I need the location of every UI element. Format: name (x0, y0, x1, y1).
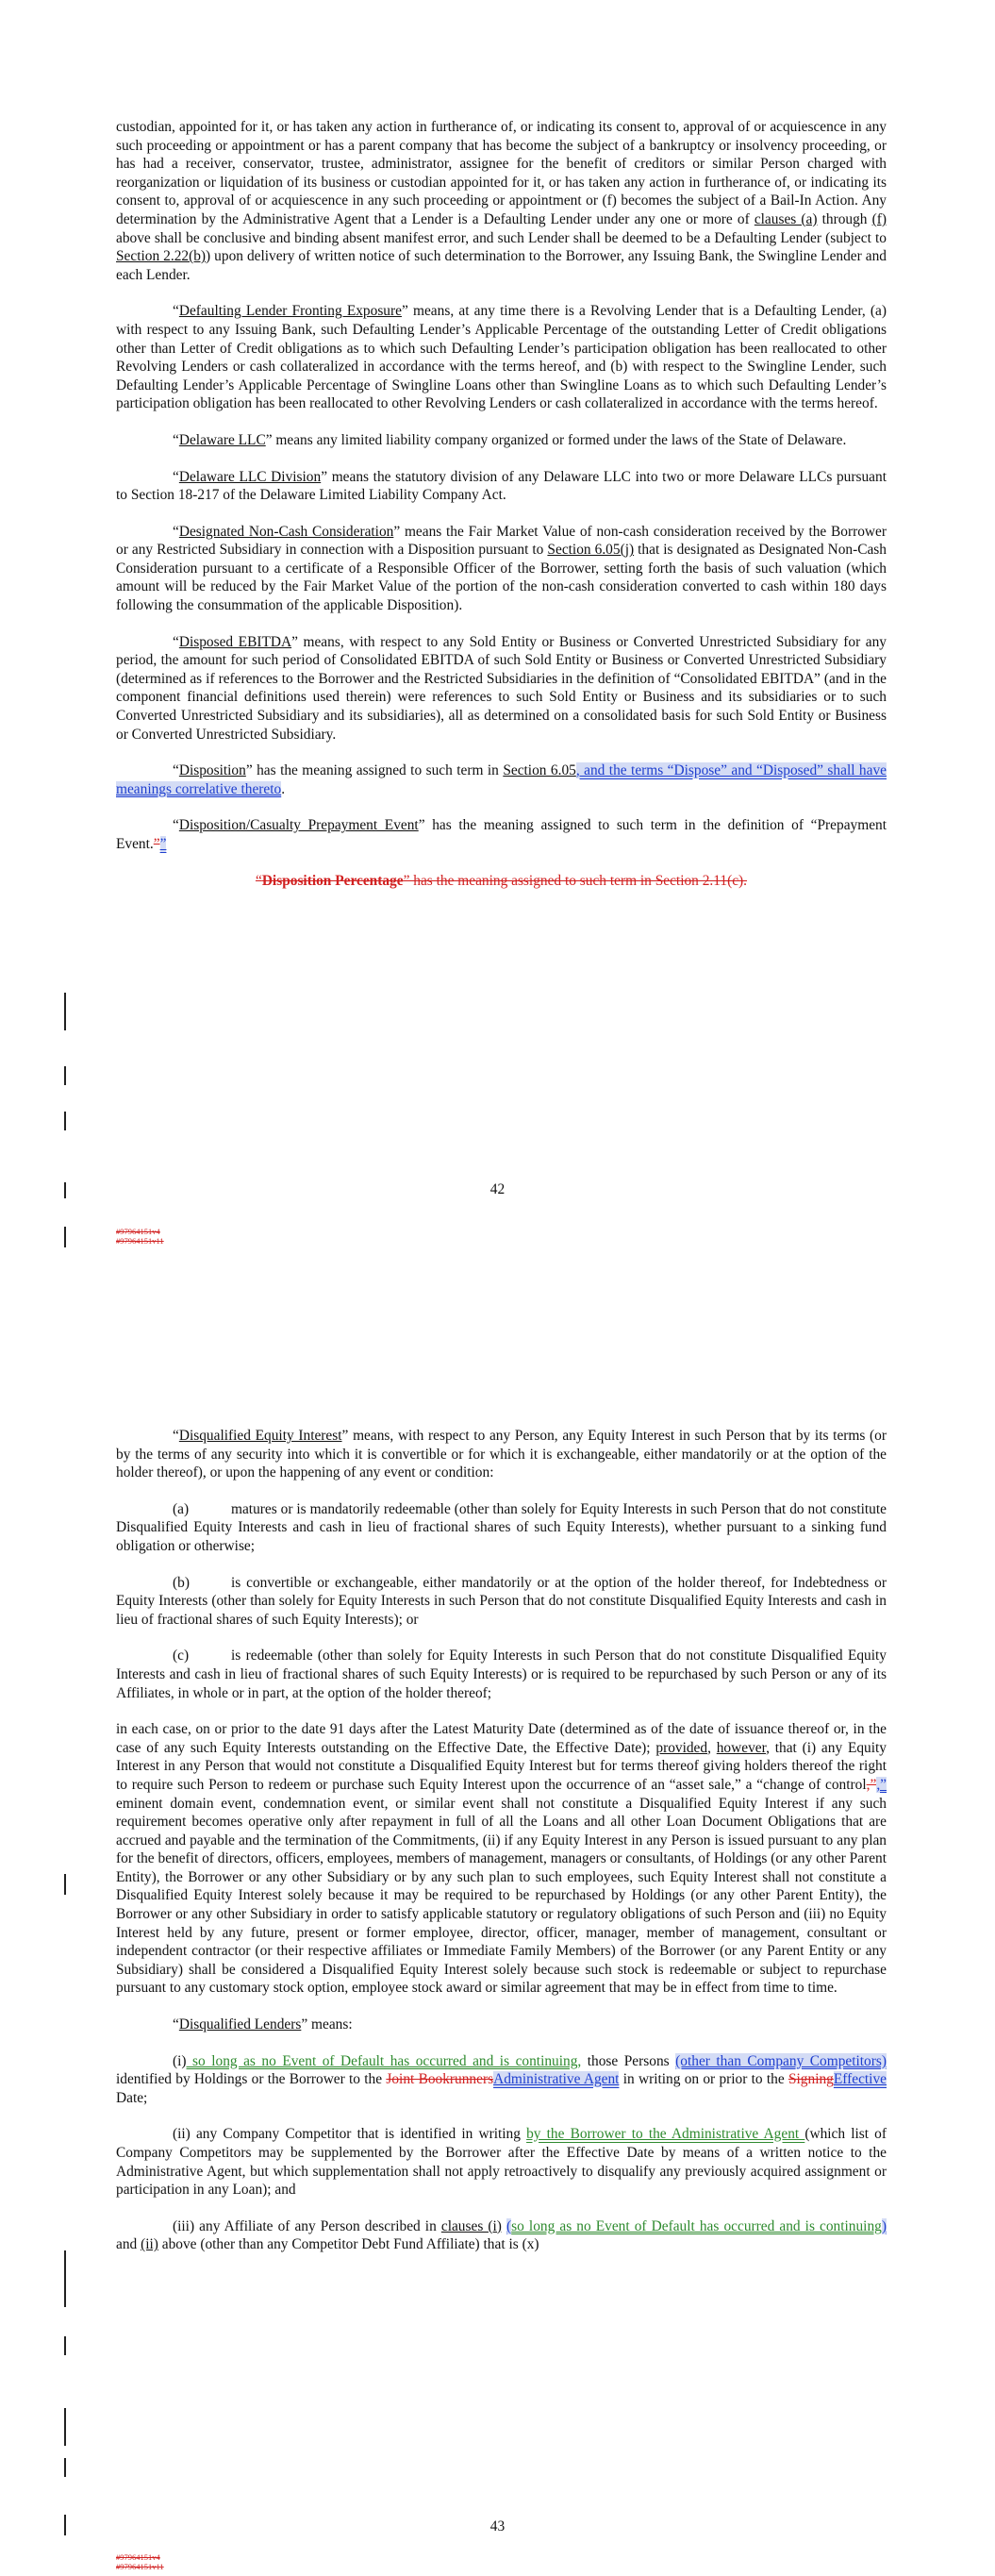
document-id-old: #97964151v4 (116, 1227, 160, 1236)
change-bar (64, 993, 66, 1030)
defined-term: Designated Non-Cash Consideration (178, 523, 394, 540)
definition-disposition-casualty-prepayment-event: “Disposition/Casualty Prepayment Event” has the meaning assigned to such term in the definition of “Prepayment Event.”” (116, 817, 887, 852)
definition-disposed-ebitda: “Disposed EBITDA” means, with respect to any Sold Entity or Business or Converted Unrestricted Subsidiary for any period, the amount for such period of Consolidated EBITDA of such Sold Entity or Business or Converted Unrestricted Subsidiary (determined as if references to the Borrower and the Restricted Subsidiaries in the definition of “Consolidated EBITDA” (and in the component financial definitions used therein) were references to such Sold Entity or Business and its subsidiaries or to such Converted Unrestricted Subsidiary and its subsidiaries), all as determined on a consolidated basis for such Sold Entity or Business or Converted Unrestricted Subsidiary. (116, 633, 887, 743)
defined-term: Delaware LLC Division (178, 468, 322, 485)
clause-text: is convertible or exchangeable, either mandatorily or at the option of the holder thereof, for Indebtedness or Equity Interests (other than solely for Equity Interests in such Person that do not constitute Disqualified Equity Interests and cash in lieu of fractional shares of such Equity Interests); or (116, 1574, 887, 1628)
definition-text: . (281, 780, 286, 797)
change-bar (64, 2250, 66, 2307)
text-run: , (707, 1739, 717, 1756)
definition-text: means, at any time there is a Revolving Lender that is a Defaulting Lender, (a) with respect to any Issuing Bank, such Defaulting Lender’s Applicable Percentage of the outstanding Letter of Credit obligations other than Letter of Credit obligations as to which such Defaulting Lender’s participation obligation has been reallocated to other Revolving Lenders or cash collateralized in accordance with the terms hereof, and (b) with respect to the Swingline Lender, such Defaulting Lender’s Applicable Percentage of Swingline Loans other than Swingline Loans as to which such Defaulting Lender’s participation obligation has been reallocated to other Revolving Lenders or cash collateralized in accordance with the terms hereof. (116, 303, 887, 412)
defaulting-lender-continuation (116, 118, 887, 284)
clause-text: Date; (116, 2089, 148, 2106)
moved-text: by the Borrower to the Administrative Agent (526, 2126, 805, 2143)
clause-c (116, 1647, 887, 1702)
text-run: through (817, 210, 872, 227)
inserted-text: ) (881, 2217, 887, 2234)
text-run: above shall be conclusive and binding absent manifest error, and such Lender shall be deemed to be a Defaulting Lender (subject to (116, 229, 887, 246)
defined-term: Delaware LLC (178, 431, 266, 448)
deleted-defined-term: Disposition Percentage (261, 872, 404, 889)
clause-text: in writing on or prior to the (619, 2071, 788, 2088)
definition-disposition: “Disposition” has the meaning assigned to such term in Section 6.05, and the terms “Dispose” and “Disposed” shall have meanings correlative thereto. (116, 762, 887, 797)
deleted-text: Signing (788, 2071, 834, 2088)
definition-text: means, with respect to any Person, any Equity Interest in such Person that by its terms (or by the terms of any security into which it is convertible or for which it is exchangeable, either mandatorily or at the option of the holder thereof), or upon the happening of any event or condition: (116, 1428, 887, 1481)
page-body (116, 1427, 887, 2272)
definition-delaware-llc-division: “Delaware LLC Division” means the statutory division of any Delaware LLC into two or more Delaware LLCs pursuant to Section 18-217 of the Delaware Limited Liability Company Act. (116, 468, 887, 504)
document-id-old: #97964151v4 (116, 2552, 160, 2562)
text-run: custodian, appointed for it, or has taken any action in furtherance of, or indicating its consent to, approval of or acquiescence in any such proceeding or appointment or has a parent company that has become the subject of a bankruptcy or insolvency proceeding, or has had a receiver, conservator, trustee, administrator, assignee for the benefit of creditors or similar Person charged with reorganization or liquidation of its business or custodian appointed for it, or has taken any action in furtherance of, or indicating its consent to, approval of or acquiescence in any such proceeding or appointment or (f) becomes the subject of a Bail-In Action. Any determination by the Administrative Agent that a Lender is a Defaulting Lender under any one or more of (116, 119, 887, 227)
defined-term: Defaulting Lender Fronting Exposure (178, 303, 402, 320)
definition-text: means any limited liability company organized or formed under the laws of the State of Delaware. (272, 431, 847, 448)
cross-reference: (f) (871, 210, 887, 227)
change-bar (64, 1066, 66, 1085)
clause-text: above (other than any Competitor Debt Fund Affiliate) that is (x) (158, 2236, 539, 2253)
inserted-text: ( (506, 2217, 512, 2234)
disqualified-equity-interest-tail (116, 1720, 887, 1998)
change-bar (64, 1112, 66, 1130)
clause-label: (c) (173, 1648, 190, 1664)
proviso-term: provided (655, 1739, 708, 1756)
defined-term: Disposition (178, 762, 246, 779)
clause-label: (a) (173, 1500, 190, 1517)
defined-term: Disqualified Lenders (178, 2016, 302, 2033)
deleted-text: “ (255, 872, 262, 889)
document-id-new: #97964151v11 (116, 2562, 164, 2571)
definition-text: means: (307, 2016, 353, 2033)
inserted-text: ” (159, 836, 167, 852)
inserted-text: (other than Company Competitors) (675, 2052, 887, 2069)
moved-text: so long as no Event of Default has occurred and is continuing (511, 2217, 882, 2234)
clause-label: (iii) (173, 2217, 195, 2234)
clause-text: any Affiliate of any Person described in (194, 2217, 441, 2234)
text-run: in each case, on or prior to the date 91 days after the Latest Maturity Date (determined as of the date of issuance thereof or, in the case of any such Equity Interests outstanding on the Effective Date, the Effective Date); (116, 1721, 887, 1756)
document-id-new: #97964151v11 (116, 1236, 164, 1246)
clause-a (116, 1500, 887, 1556)
disqualified-lenders-clause-ii (116, 2125, 887, 2199)
text-run: ) upon delivery of written notice of such determination to the Borrower, any Issuing Bank, the Swingline Lender and each Lender. (116, 248, 887, 283)
document-id (116, 2552, 164, 2571)
clause-text: any Company Competitor that is identified in writing (190, 2126, 527, 2143)
clause-text: identified by Holdings or the Borrower to the (116, 2071, 387, 2088)
definition-text: has the meaning assigned to such term in (252, 762, 504, 779)
definition-disqualified-equity-interest: “Disqualified Equity Interest” means, with respect to any Person, any Equity Interest in such Person that by its terms (or by the terms of any security into which it is convertible or for which it is exchangeable, either mandatorily or at the option of the holder thereof), or upon the happening of any event or condition: (116, 1428, 887, 1481)
page-43 (0, 1288, 995, 2576)
definition-defaulting-lender-fronting-exposure: “Defaulting Lender Fronting Exposure” means, at any time there is a Revolving Lender that is a Defaulting Lender, (a) with respect to any Issuing Bank, such Defaulting Lender’s Applicable Percentage of the outstanding Letter of Credit obligations other than Letter of Credit obligations as to which such Defaulting Lender’s participation obligation has been reallocated to other Revolving Lenders or cash collateralized in accordance with the terms hereof, and (b) with respect to the Swingline Lender, such Defaulting Lender’s Applicable Percentage of Swingline Loans other than Swingline Loans as to which such Defaulting Lender’s participation obligation has been reallocated to other Revolving Lenders or cash collateralized in accordance with the terms hereof. (116, 303, 887, 412)
change-bar (64, 2336, 66, 2355)
page-body (116, 118, 887, 908)
text-run: eminent domain event, condemnation event, or similar event shall not constitute a Disqualified Equity Interest if any such requirement becomes operative only after repayment in full of all the Loans and all other Loan Document Obligations that are accrued and payable and the termination of the Commitments, (ii) if any Equity Interest in any Person is issued pursuant to any plan for the benefit of directors, officers, employees, members of management, managers or consultants, of Holdings (or any other Parent Entity), the Borrower or any other Subsidiary or by any such plan to such employees, such Equity Interest shall not constitute a Disqualified Equity Interest solely because it may be required to be repurchased by Holdings (or any other Parent Entity), the Borrower or any other Subsidiary in order to satisfy applicable statutory or regulatory obligations of such Person and (iii) no Equity Interest held by any future, present or former employee, director, officer, manager, member of management, consultant or independent contractor (or their respective affiliates or Immediate Family Members) of the Borrower (or any Parent Entity or any Subsidiary) shall be considered a Disqualified Equity Interest solely because such stock is redeemable or subject to repurchase pursuant to any customary stock option, employee stock award or similar agreement that may be in effect from time to time. (116, 1795, 887, 1997)
clause-text: matures or is mandatorily redeemable (other than solely for Equity Interests in such Person that do not constitute Disqualified Equity Interests and cash in lieu of fractional shares of such Equity Interests), whether pursuant to a sinking fund obligation or otherwise; (116, 1500, 887, 1554)
defined-term: Disqualified Equity Interest (178, 1428, 342, 1444)
definition-designated-non-cash-consideration: “Designated Non-Cash Consideration” means the Fair Market Value of non-cash consideration received by the Borrower or any Restricted Subsidiary in connection with a Disposition pursuant to Section 6.05(j) that is designated as Designated Non-Cash Consideration pursuant to a certificate of a Responsible Officer of the Borrower, setting forth the basis of such valuation (which amount will be reduced by the Fair Market Value of the portion of the non-cash consideration converted to cash within 180 days following the consummation of the applicable Disposition). (116, 523, 887, 614)
definition-text: means the statutory division of any Delaware LLC into two or more Delaware LLCs pursuant to Section 18-217 of the Delaware Limited Liability Company Act. (116, 468, 887, 504)
deleted-text: ” (153, 836, 160, 852)
cross-reference: Section 2.22(b) (116, 248, 207, 265)
change-bar (64, 2408, 66, 2446)
inserted-text: Effective (833, 2071, 887, 2088)
clause-label: (ii) (173, 2126, 191, 2143)
page-number: 43 (489, 2518, 506, 2534)
defined-term: Disposition/Casualty Prepayment Event (178, 817, 419, 834)
document-id (116, 1227, 164, 1246)
disqualified-lenders-clause-i (116, 2052, 887, 2108)
deleted-text: ” has the meaning assigned to such term in Section 2.11(c). (403, 872, 748, 889)
cross-reference: Section 6.05(j) (547, 542, 635, 559)
deleted-text: Joint Bookrunners (386, 2071, 494, 2088)
clause-text: (which list of Company Competitors may be supplemented by the Borrower after the Effective Date by means of a written notice to the Administrative Agent, but which supplementation shall not apply retroactively to disqualify any previously acquired assignment or participation in any Loan); and (116, 2126, 887, 2199)
definition-text: has the meaning assigned to such term in the definition of “Prepayment Event. (116, 817, 887, 852)
defined-term: Disposed EBITDA (178, 633, 292, 650)
inserted-text: Administrative Agent (493, 2071, 620, 2088)
disqualified-lenders-clause-iii (116, 2217, 887, 2254)
clause-text: those Persons (581, 2052, 676, 2069)
proviso-term: however (716, 1739, 767, 1756)
definition-text: means the Fair Market Value of non-cash consideration received by the Borrower or any Restricted Subsidiary in connection with a Disposition pursuant to (116, 523, 887, 559)
change-bar (64, 1874, 66, 1895)
cross-reference: clauses (i) (440, 2217, 502, 2234)
text-run: , that (i) any Equity Interest in any Person that would not constitute a Disqualified Equity Interest but for terms thereof giving holders thereof the right to require such Person to redeem or purchase such Equity Interest upon the occurrence of an “asset sale,” a “change of control (116, 1739, 887, 1793)
change-bar (64, 1227, 66, 1247)
definition-delaware-llc: “Delaware LLC” means any limited liability company organized or formed under the laws of the State of Delaware. (173, 431, 847, 448)
deleted-definition-disposition-percentage (116, 872, 887, 891)
clause-text: is redeemable (other than solely for Equity Interests in such Person that do not constitute Disqualified Equity Interests and cash in lieu of fractional shares of such Equity Interests) or is required to be repurchased by such Person or any of its Affiliates, in whole or in part, at the option of the holder thereof; (116, 1648, 887, 1701)
inserted-text: ,” (876, 1776, 887, 1793)
page-number: 42 (489, 1181, 506, 1197)
change-bar (64, 2458, 66, 2477)
clause-label: (b) (173, 1574, 190, 1591)
cross-reference: (ii) (141, 2236, 158, 2253)
clause-label: (i) (173, 2052, 187, 2069)
clause-text: and (116, 2236, 141, 2253)
cross-reference: clauses (a) (754, 210, 818, 227)
definition-text: means, with respect to any Sold Entity or Business or Converted Unrestricted Subsidiary for any period, the amount for such period of Consolidated EBITDA of such Sold Entity or Business or Converted Unrestricted Subsidiary (determined as if references to the Borrower and the Restricted Subsidiaries in the definition of “Consolidated EBITDA” (and in the component financial definitions used therein) were references to such Sold Entity or Business and its subsidiaries or to such Converted Unrestricted Subsidiary and its subsidiaries), all as determined on a consolidated basis for such Sold Entity or Business or Converted Unrestricted Subsidiary. (116, 633, 887, 743)
cross-reference: Section 6.05 (503, 762, 576, 779)
definition-disqualified-lenders: “Disqualified Lenders” means: (173, 2016, 353, 2033)
inserted-text: , and the terms “Dispose” and “Disposed” shall have meanings correlative thereto (116, 762, 887, 797)
clause-b (116, 1574, 887, 1630)
moved-text: so long as no Event of Default has occurred and is continuing, (186, 2052, 582, 2069)
definition-text: that is designated as Designated Non-Cash Consideration pursuant to a certificate of a Responsible Officer of the Borrower, setting forth the basis of such valuation (which amount will be reduced by the Fair Market Value of the portion of the non-cash consideration converted to cash within 180 days following the consummation of the applicable Disposition). (116, 542, 887, 614)
deleted-text: ,” (866, 1776, 877, 1793)
